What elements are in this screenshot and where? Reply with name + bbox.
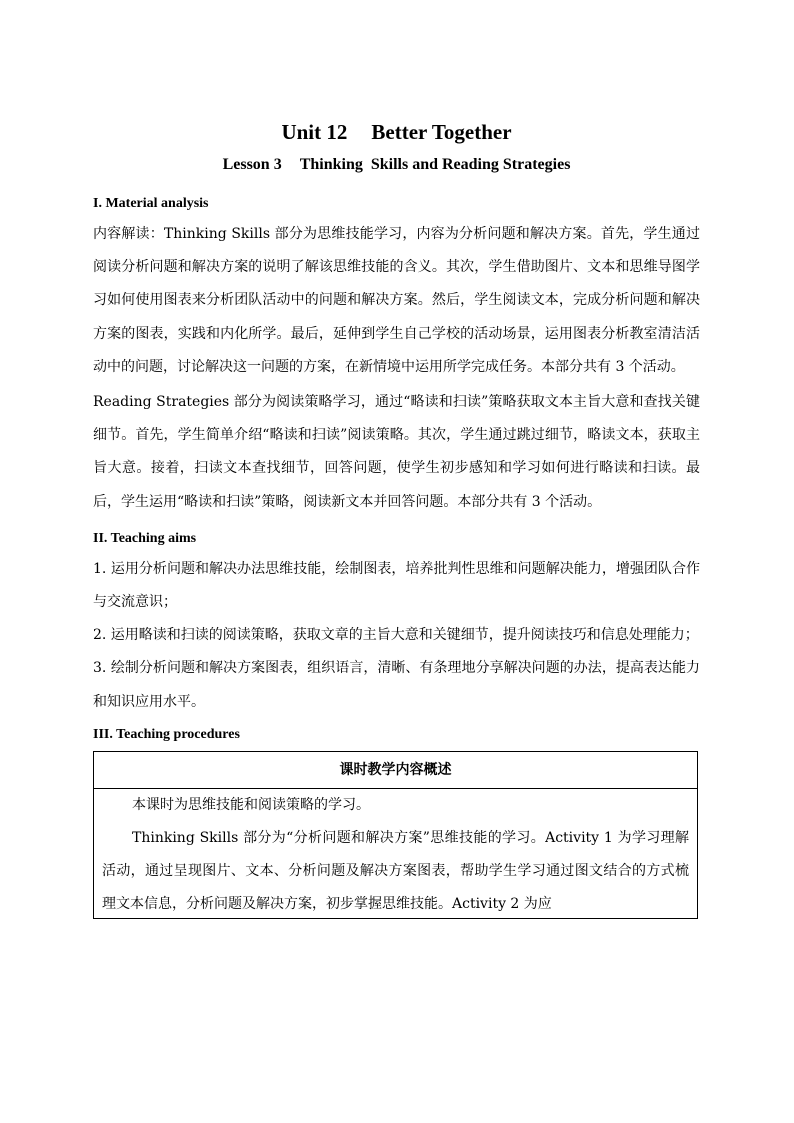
material-analysis-paragraph-1: 内容解读：Thinking Skills 部分为思维技能学习，内容为分析问题和解决方案。首先，学生通过阅读分析问题和解决方案的说明了解该思维技能的含义。其次，学生借助图片、文本和思维导图学习如何使用图表来分析团队活动中的问题和解决方案。然后，学生阅读文本，完成分析问题和解决方案的图表，实践和内化所学。最后，延伸到学生自己学校的活动场景，运用图表分析教室清洁活动中的问题，讨论解决这一问题的方案，在新情境中运用所学完成任务。本部分共有 3 个活动。 xyxy=(93,226,700,375)
material-analysis-paragraph-2: Reading Strategies 部分为阅读策略学习，通过“略读和扫读”策略获取文本主旨大意和查找关键细节。首先，学生简单介绍“略读和扫读”阅读策略。其次，学生通过跳过细节，略读文本，获取主旨大意。接着，扫读文本查找细节，回答问题，使学生初步感知和学习如何进行略读和扫读。最后，学生运用“略读和扫读”策略，阅读新文本并回答问题。本部分共有 3 个活动。 xyxy=(93,394,700,510)
unit-number: Unit 12 xyxy=(281,120,348,144)
document-page xyxy=(93,118,700,919)
lesson-name: Thinking Skills and Reading Strategies xyxy=(299,156,571,173)
table-paragraph-2: Thinking Skills 部分为“分析问题和解决方案”思维技能的学习。Activity 1 为学习理解活动，通过呈现图片、文本、分析问题及解决方案图表，帮助学生学习通过图文结合的方式梳理文本信息，分析问题及解决方案，初步掌握思维技能。Activity 2 为应 xyxy=(102,829,689,912)
teaching-aims-heading: II. Teaching aims xyxy=(93,530,197,546)
lesson-title xyxy=(93,154,700,176)
teaching-aim-3: 3. 绘制分析问题和解决方案图表，组织语言，清晰、有条理地分享解决问题的办法，提高表达能力和知识应用水平。 xyxy=(93,660,700,710)
teaching-procedures-heading: III. Teaching procedures xyxy=(93,726,240,742)
teaching-aim-1: 1. 运用分析问题和解决办法思维技能，绘制图表，培养批判性思维和问题解决能力，增强团队合作与交流意识； xyxy=(93,560,700,611)
unit-title xyxy=(93,118,700,146)
teaching-aim-2: 2. 运用略读和扫读的阅读策略，获取文章的主旨大意和关键细节，提升阅读技巧和信息处理能力； xyxy=(93,627,699,644)
material-analysis-heading: I. Material analysis xyxy=(93,196,209,211)
procedures-table xyxy=(93,751,698,919)
table-body xyxy=(94,789,697,919)
unit-name: Better Together xyxy=(371,120,512,144)
table-header: 课时教学内容概述 xyxy=(94,752,697,789)
lesson-number: Lesson 3 xyxy=(222,156,282,173)
table-paragraph-1: 本课时为思维技能和阅读策略的学习。 xyxy=(132,796,370,813)
